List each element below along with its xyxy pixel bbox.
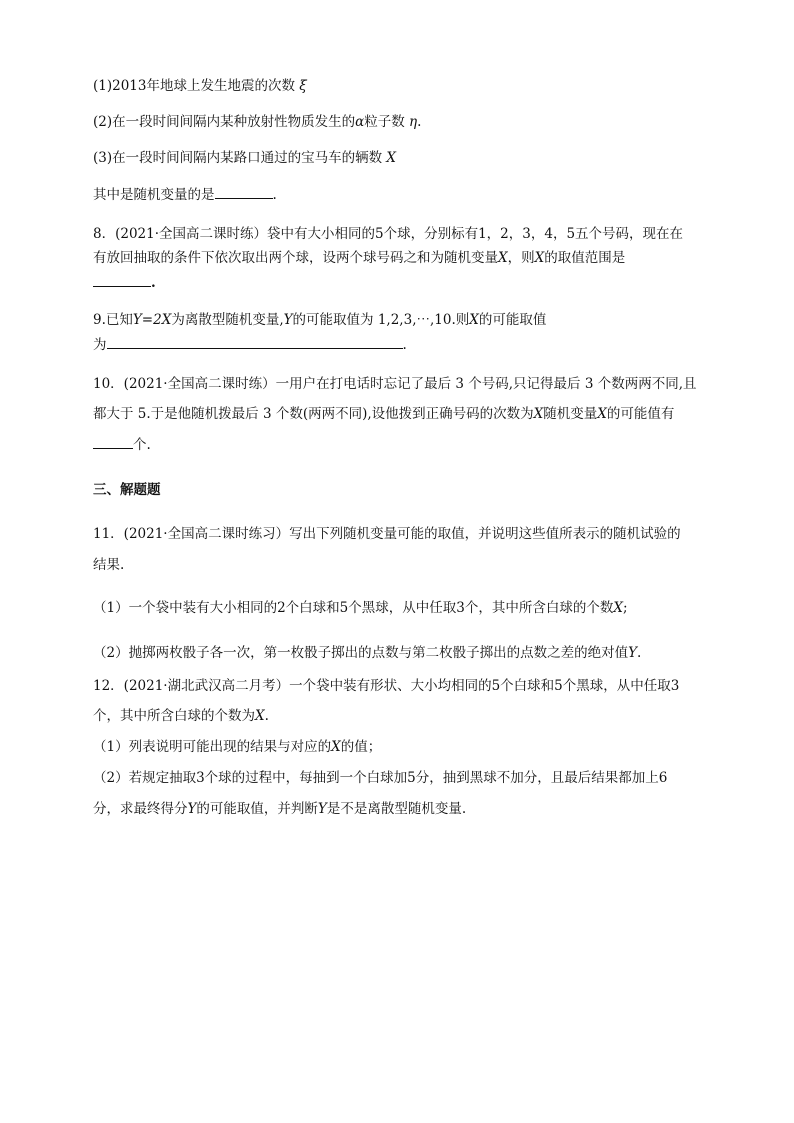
text-span: Y=2X [132, 312, 172, 328]
q8-line-1 [93, 224, 683, 244]
q12-line-1 [93, 676, 679, 696]
var-x: X [386, 150, 397, 166]
text-span: 的可能取值，并判断 [196, 801, 318, 817]
answer-blank [107, 334, 403, 349]
text-span: 其中是随机变量的是 [93, 187, 215, 203]
text-span: X [533, 406, 544, 422]
var-alpha: α [355, 114, 365, 130]
q12-line-2 [93, 706, 269, 726]
text-span: X [613, 600, 623, 616]
text-span: Y [187, 801, 197, 817]
text-span: 11．(2021·全国高二课时练习）写出下列随机变量可能的取值，并说明这些值所表示的随机试验的 [93, 526, 681, 542]
text-span: （2）若规定抽取3个球的过程中，每抽到一个白球加5分，抽到黑球不加分，且最后结果都加上6 [93, 770, 668, 786]
text-span: X [597, 406, 607, 422]
text-span: 的可能取值为 1,2,3,⋯,10.则 [292, 312, 470, 328]
text-span: (2)在一段时间间隔内某种放射性物质发生的 [93, 114, 356, 130]
text-span: 10．(2021·全国高二课时练）一用户在打电话时忘记了最后 3 个号码,只记得最后 3 个数两两不同,且 [93, 376, 697, 392]
text-span: (3)在一段时间间隔内某路口通过的宝马车的辆数 [93, 150, 383, 166]
text-span: . [264, 708, 269, 724]
answer-blank [215, 184, 273, 199]
q10-line-1 [93, 374, 697, 394]
text-span: 的取值范围是 [544, 250, 626, 266]
text-span: （1）列表说明可能出现的结果与对应的 [93, 739, 332, 755]
q8-line-2 [93, 248, 625, 268]
q11-sub-2 [93, 643, 641, 663]
text-span: 的可能值有 [606, 406, 675, 422]
text-span: . [272, 187, 277, 203]
text-span: （2）抛掷两枚骰子各一次，第一枚骰子掷出的点数与第二枚骰子掷出的点数之差的绝对值 [93, 645, 629, 661]
section-heading [93, 480, 161, 500]
text-span: 个，其中所含白球的个数为 [93, 708, 255, 724]
text-span: X [331, 739, 341, 755]
text-span: 为离散型随机变量, [171, 312, 284, 328]
text-span: 9.已知 [93, 312, 133, 328]
var-eta: η [409, 114, 418, 130]
text-span: 随机变量 [543, 406, 598, 422]
part-c-question [93, 184, 277, 205]
text-span: . [151, 275, 156, 291]
text-span: 8．(2021·全国高二课时练）袋中有大小相同的5个球，分别标有1，2，3，4，5五个号码，现在在 [93, 226, 684, 242]
var-xi: ξ [299, 78, 307, 94]
text-span: 的值； [340, 739, 382, 755]
q8-line-3 [93, 272, 156, 293]
answer-blank [93, 272, 151, 287]
answer-blank [93, 434, 133, 449]
q9-line-2 [93, 334, 407, 355]
q12-sub-2-line-2 [93, 799, 466, 819]
q11-line-2 [93, 555, 124, 575]
text-span: 是不是离散型随机变量. [326, 801, 467, 817]
part-c-item-3 [93, 148, 396, 168]
text-span: 为 [93, 337, 107, 353]
text-span: X [469, 312, 479, 328]
text-span: 结果. [93, 557, 125, 573]
q12-sub-2-line-1 [93, 768, 667, 788]
text-span: 有放回抽取的条件下依次取出两个球，设两个球号码之和为随机变量 [93, 250, 498, 266]
text-span: X [498, 250, 508, 266]
text-span: Y [317, 801, 327, 817]
text-span: （1）一个袋中装有大小相同的2个白球和5个黑球，从中任取3个，其中所含白球的个数 [93, 600, 614, 616]
text-span: 分，求最终得分 [93, 801, 188, 817]
q12-sub-1 [93, 737, 381, 757]
q9-line-1 [93, 310, 546, 330]
text-span: (1)2013年地球上发生地震的次数 [93, 78, 295, 94]
text-span: 三、解题题 [93, 482, 161, 498]
text-span: 12．(2021·湖北武汉高二月考）一个袋中装有形状、大小均相同的5个白球和5个黑球，从中任取3 [93, 678, 680, 694]
text-span: . [417, 114, 422, 130]
q11-sub-1 [93, 598, 628, 618]
text-span: 都大于 5.于是他随机拨最后 3 个数(两两不同),设他拨到正确号码的次数为 [93, 406, 534, 422]
text-span: 的可能取值 [478, 312, 547, 328]
text-span: X [534, 250, 545, 266]
q11-line-1 [93, 524, 681, 544]
text-span: 粒子数 [364, 114, 405, 130]
text-span: X [255, 708, 265, 724]
text-span: ; [622, 600, 628, 616]
q10-line-2 [93, 404, 674, 424]
part-c-item-1 [93, 76, 307, 96]
text-span: 个. [133, 437, 151, 453]
text-span: . [402, 337, 407, 353]
text-span: Y [283, 312, 293, 328]
text-span: . [637, 645, 642, 661]
part-c-item-2 [93, 112, 421, 132]
text-span: Y [628, 645, 638, 661]
text-span: ，则 [507, 250, 535, 266]
q10-line-3 [93, 434, 151, 455]
